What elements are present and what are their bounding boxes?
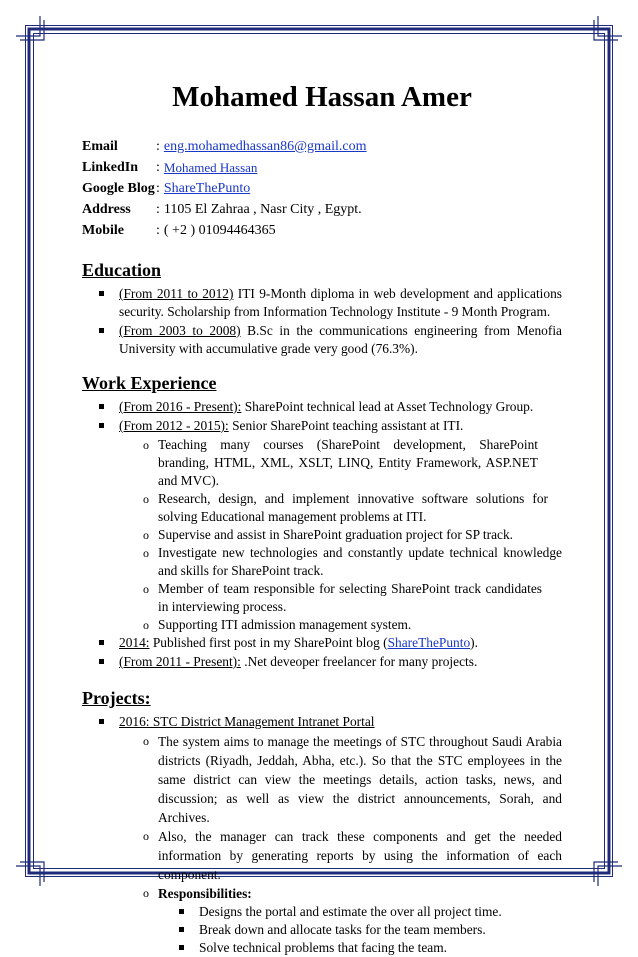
list-item: 2016: STC District Management Intranet Portal bbox=[82, 713, 562, 731]
list-item: 2014: Published first post in my SharePoint blog (ShareThePunto). bbox=[82, 634, 562, 652]
contact-label: LinkedIn bbox=[82, 160, 139, 175]
responsibilities-list bbox=[158, 903, 562, 957]
list-item bbox=[119, 884, 562, 957]
contact-label: Address bbox=[82, 202, 131, 217]
resume-page bbox=[82, 80, 562, 957]
list-item: (From 2016 - Present): SharePoint technical lead at Asset Technology Group. bbox=[82, 398, 562, 416]
list-item: o Supervise and assist in SharePoint graduation project for SP track. bbox=[119, 526, 562, 544]
list-item: o The system aims to manage the meetings of STC throughout Saudi Arabia districts (Riyadh, Jeddah, Abha, etc.). So that the STC employees in the same district can view the meetings details, action tasks, news, and discussion; as well as view the district announcements, Sorah, and Archives. bbox=[119, 732, 562, 827]
address-value: 1105 El Zahraa , Nasr City , Egypt. bbox=[163, 202, 362, 217]
education-list bbox=[82, 285, 562, 358]
contact-block bbox=[82, 136, 562, 241]
list-item: Solve technical problems that facing the team. bbox=[158, 939, 562, 957]
list-item: (From 2012 - 2015): Senior SharePoint teaching assistant at ITI. bbox=[82, 417, 562, 435]
list-item: Break down and allocate tasks for the team members. bbox=[158, 921, 562, 939]
education-heading: Education bbox=[82, 260, 162, 280]
projects-list bbox=[82, 713, 562, 731]
contact-linkedin: LinkedIn : Mohamed Hassan bbox=[82, 157, 562, 178]
list-item: o Teaching many courses (SharePoint development, SharePoint branding, HTML, XML, XSLT, LINQ, Entity Framework, ASP.NET and MVC). bbox=[119, 436, 562, 490]
contact-label: Email bbox=[82, 139, 118, 154]
mobile-value: ( +2 ) 01094464365 bbox=[163, 223, 276, 238]
list-item: Designs the portal and estimate the over all project time. bbox=[158, 903, 562, 921]
contact-address: Address : 1105 El Zahraa , Nasr City , Egypt. bbox=[82, 199, 562, 220]
email-link[interactable]: eng.mohamedhassan86@gmail.com bbox=[163, 139, 367, 154]
list-item: o Member of team responsible for selecting SharePoint track candidates in interviewing process. bbox=[119, 580, 562, 616]
linkedin-link[interactable]: Mohamed Hassan bbox=[163, 160, 258, 175]
list-item: o Supporting ITI admission management system. bbox=[119, 616, 562, 634]
list-item: (From 2011 - Present): .Net deveoper freelancer for many projects. bbox=[82, 653, 562, 671]
contact-label: Mobile bbox=[82, 223, 124, 238]
list-item: o Research, design, and implement innovative software solutions for solving Educational management problems at ITI. bbox=[119, 490, 562, 526]
contact-label: Google Blog bbox=[82, 181, 155, 196]
contact-mobile: Mobile : ( +2 ) 01094464365 bbox=[82, 220, 562, 241]
blog-link[interactable]: ShareThePunto bbox=[387, 635, 471, 650]
work-list bbox=[82, 398, 562, 435]
responsibilities-label: Responsibilities: bbox=[158, 886, 252, 901]
work-sub-list bbox=[82, 436, 562, 634]
project-sub-list bbox=[82, 732, 562, 957]
list-item: o Investigate new technologies and constantly update technical knowledge and skills for SharePoint track. bbox=[119, 544, 562, 580]
projects-heading: Projects: bbox=[82, 688, 151, 708]
work-list-continued bbox=[82, 634, 562, 671]
blog-link[interactable]: ShareThePunto bbox=[163, 181, 251, 196]
work-heading: Work Experience bbox=[82, 373, 217, 393]
contact-blog: Google Blog : ShareThePunto bbox=[82, 178, 562, 199]
contact-email: Email : eng.mohamedhassan86@gmail.com bbox=[82, 136, 562, 157]
candidate-name: Mohamed Hassan Amer bbox=[172, 81, 472, 113]
list-item: o Also, the manager can track these components and get the needed information by generating reports by using the information of each component. bbox=[119, 827, 562, 884]
list-item: (From 2011 to 2012) ITI 9-Month diploma in web development and applications security. Scholarship from Information Technology Institute - 9 Month Program. bbox=[82, 285, 562, 321]
list-item: (From 2003 to 2008) B.Sc in the communications engineering from Menofia University with accumulative grade very good (76.3%). bbox=[82, 322, 562, 358]
